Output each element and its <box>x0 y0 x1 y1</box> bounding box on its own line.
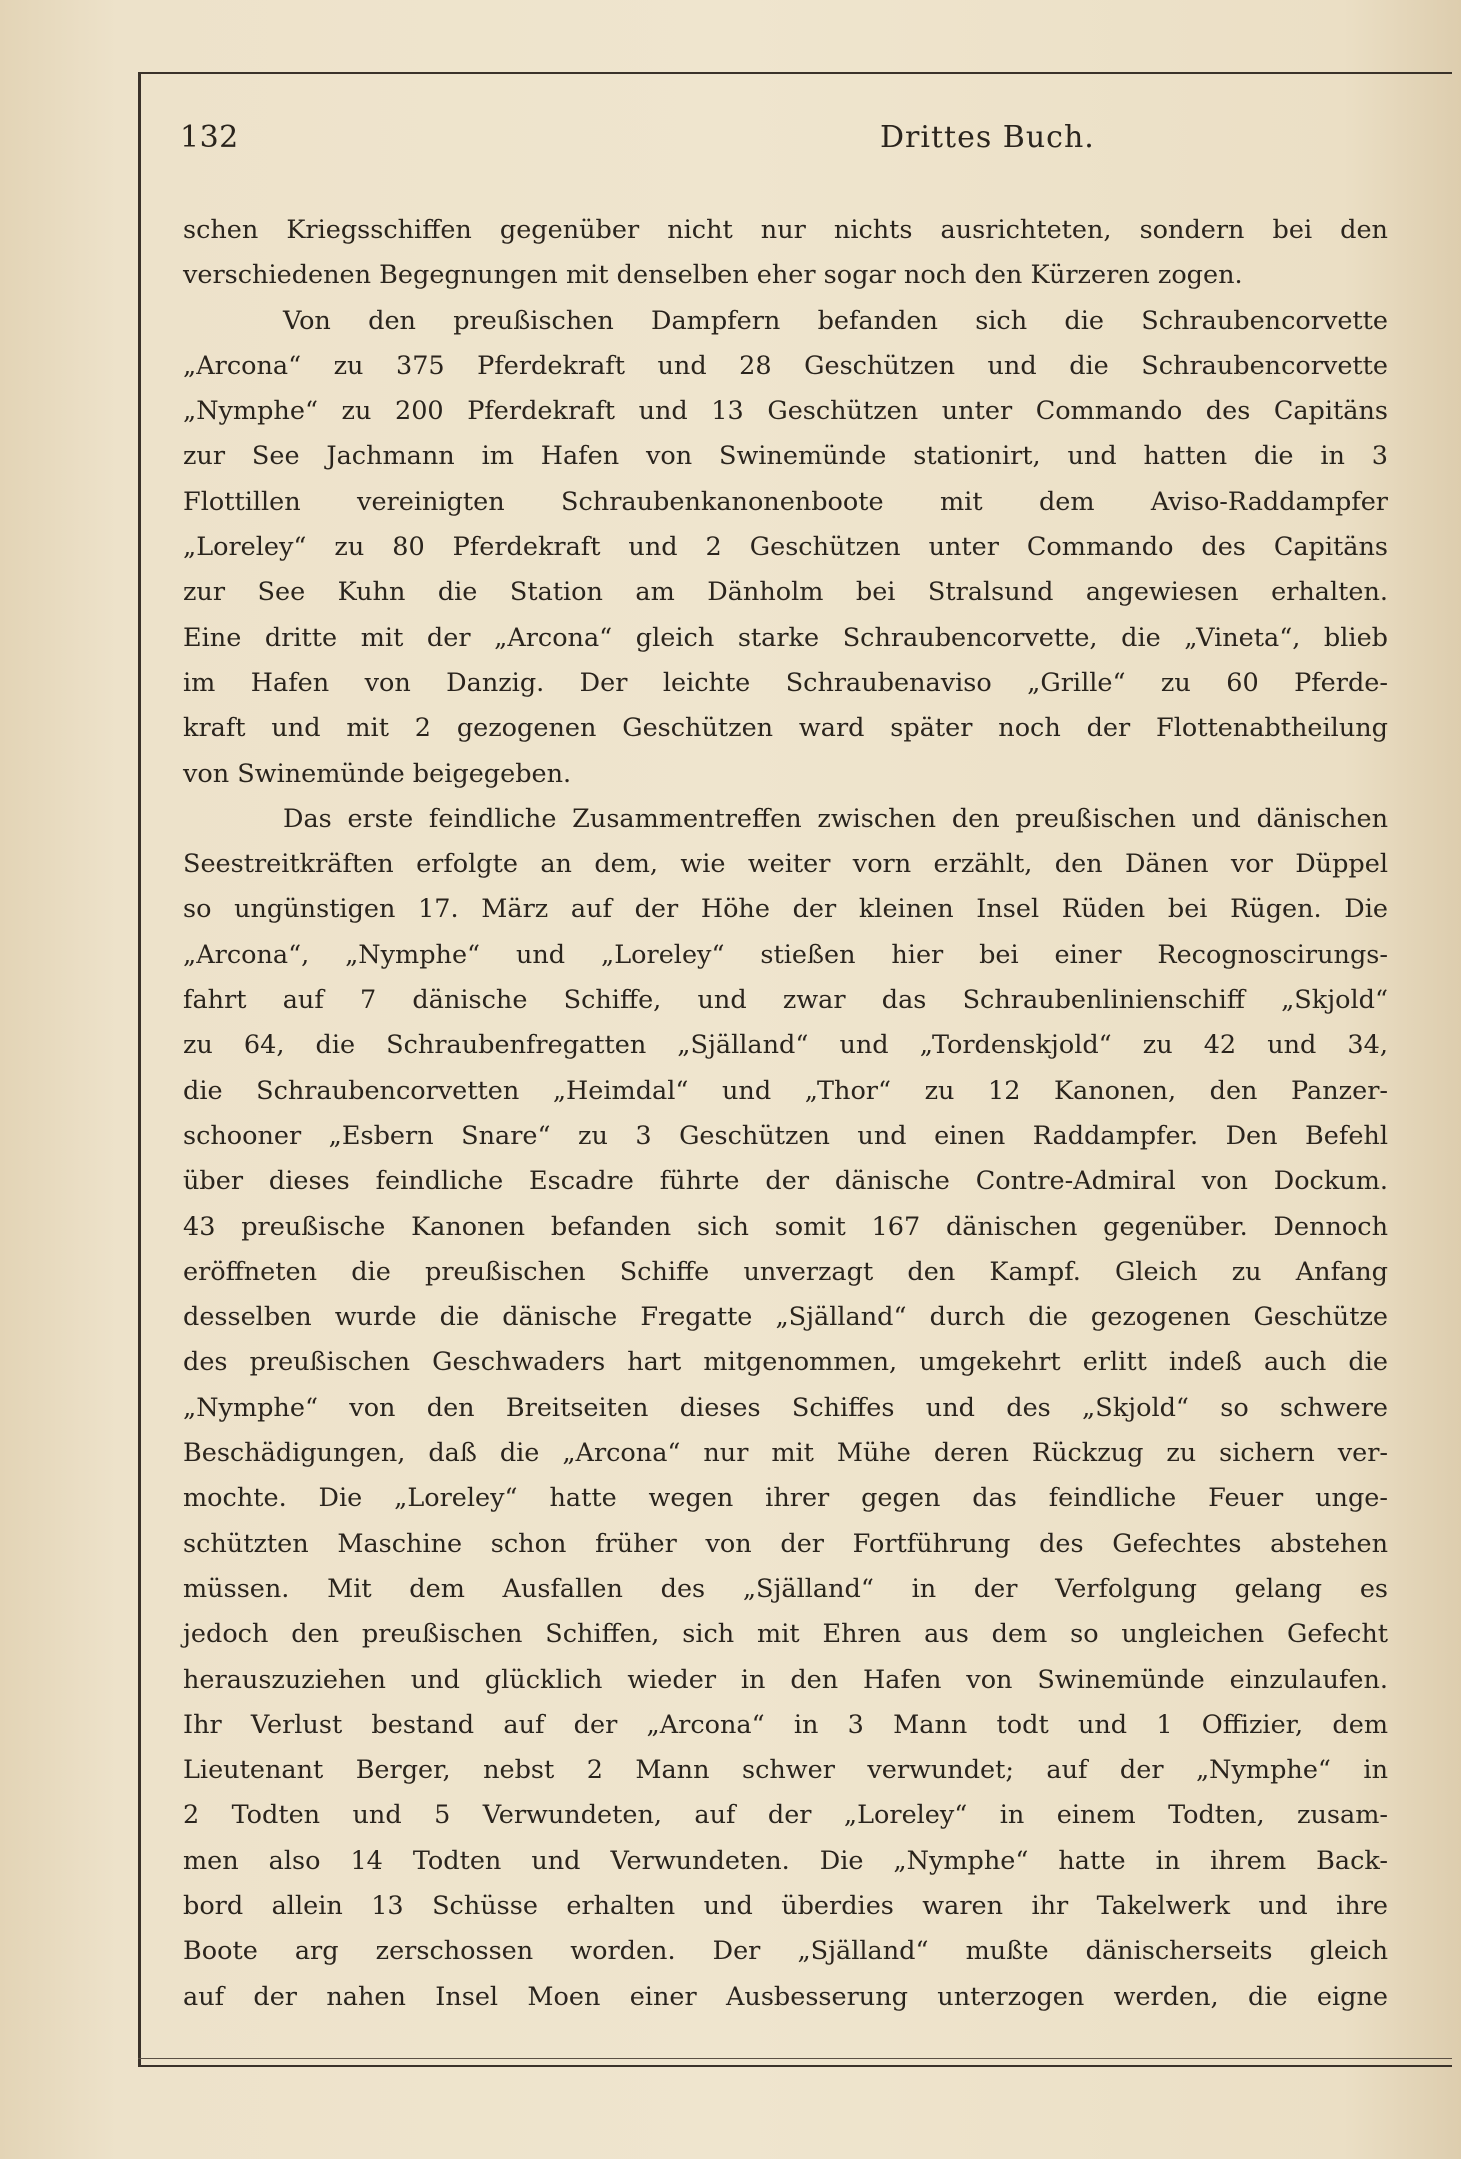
text-line: eröffneten die preußischen Schiffe unverzagt den Kampf. Gleich zu Anfang <box>183 1256 1388 1287</box>
text-line: im Hafen von Danzig. Der leichte Schraubenaviso „Grille“ zu 60 Pferde- <box>183 667 1388 698</box>
text-line: „Nymphe“ zu 200 Pferdekraft und 13 Geschützen unter Commando des Capitäns <box>183 396 1388 427</box>
text-line: „Nymphe“ von den Breitseiten dieses Schiffes und des „Skjold“ so schwere <box>183 1392 1388 1423</box>
text-line: Beschädigungen, daß die „Arcona“ nur mit Mühe deren Rückzug zu sichern ver- <box>183 1438 1388 1469</box>
text-line: jedoch den preußischen Schiffen, sich mit Ehren aus dem so ungleichen Gefecht <box>183 1619 1388 1650</box>
page-number: 132 <box>180 120 239 155</box>
text-line: zur See Kuhn die Station am Dänholm bei Stralsund angewiesen erhalten. <box>183 577 1388 608</box>
text-line: Seestreitkräften erfolgte an dem, wie weiter vorn erzählt, den Dänen vor Düppel <box>183 849 1388 880</box>
text-line: über dieses feindliche Escadre führte der dänische Contre-Admiral von Dockum. <box>183 1166 1388 1197</box>
text-line: 43 preußische Kanonen befanden sich somit 167 dänischen gegenüber. Dennoch <box>183 1211 1388 1242</box>
text-line: von Swinemünde beigegeben. <box>183 758 572 789</box>
text-line: Ihr Verlust bestand auf der „Arcona“ in 3 Mann todt und 1 Offizier, dem <box>183 1709 1388 1740</box>
text-line: herauszuziehen und glücklich wieder in den Hafen von Swinemünde einzulaufen. <box>183 1664 1388 1695</box>
text-line: Boote arg zerschossen worden. Der „Själland“ mußte dänischerseits gleich <box>183 1936 1388 1967</box>
book-title: Drittes Buch. <box>880 120 1095 155</box>
text-line: men also 14 Todten und Verwundeten. Die „Nymphe“ hatte in ihrem Back- <box>183 1845 1388 1876</box>
running-head <box>180 120 1370 170</box>
body-text <box>183 208 1388 2020</box>
text-line: 2 Todten und 5 Verwundeten, auf der „Loreley“ in einem Todten, zusam- <box>183 1800 1388 1831</box>
text-line: verschiedenen Begegnungen mit denselben eher sogar noch den Kürzeren zogen. <box>183 260 1243 291</box>
text-line: desselben wurde die dänische Fregatte „Själland“ durch die gezogenen Geschütze <box>183 1302 1388 1333</box>
text-line: Von den preußischen Dampfern befanden sich die Schraubencorvette <box>283 305 1388 336</box>
text-line: fahrt auf 7 dänische Schiffe, und zwar das Schraubenlinienschiff „Skjold“ <box>183 985 1388 1016</box>
text-line: Eine dritte mit der „Arcona“ gleich starke Schraubencorvette, die „Vineta“, blieb <box>183 622 1388 653</box>
text-line: auf der nahen Insel Moen einer Ausbesserung unterzogen werden, die eigne <box>183 1981 1388 2012</box>
text-line: mochte. Die „Loreley“ hatte wegen ihrer gegen das feindliche Feuer unge- <box>183 1483 1388 1514</box>
text-line: zur See Jachmann im Hafen von Swinemünde stationirt, und hatten die in 3 <box>183 441 1388 472</box>
text-line: „Loreley“ zu 80 Pferdekraft und 2 Geschützen unter Commando des Capitäns <box>183 532 1388 563</box>
text-line: schen Kriegsschiffen gegenüber nicht nur nichts ausrichteten, sondern bei den <box>183 215 1388 245</box>
text-line: schützten Maschine schon früher von der Fortführung des Gefechtes abstehen <box>183 1528 1388 1559</box>
text-line: müssen. Mit dem Ausfallen des „Själland“ in der Verfolgung gelang es <box>183 1573 1388 1604</box>
text-line: des preußischen Geschwaders hart mitgenommen, umgekehrt erlitt indeß auch die <box>183 1347 1388 1378</box>
text-line: bord allein 13 Schüsse erhalten und überdies waren ihr Takelwerk und ihre <box>183 1890 1388 1921</box>
text-line: zu 64, die Schraubenfregatten „Själland“ und „Tordenskjold“ zu 42 und 34, <box>183 1030 1388 1061</box>
text-line: Das erste feindliche Zusammentreffen zwischen den preußischen und dänischen <box>283 803 1388 834</box>
text-line: schooner „Esbern Snare“ zu 3 Geschützen und einen Raddampfer. Den Befehl <box>183 1120 1388 1151</box>
text-line: die Schraubencorvetten „Heimdal“ und „Thor“ zu 12 Kanonen, den Panzer- <box>183 1075 1388 1106</box>
text-line: „Arcona“ zu 375 Pferdekraft und 28 Geschützen und die Schraubencorvette <box>183 350 1388 381</box>
text-line: so ungünstigen 17. März auf der Höhe der kleinen Insel Rüden bei Rügen. Die <box>183 894 1388 925</box>
text-line: „Arcona“, „Nymphe“ und „Loreley“ stießen hier bei einer Recognoscirungs- <box>183 939 1388 970</box>
bottom-rule <box>138 2058 1452 2059</box>
text-line: kraft und mit 2 gezogenen Geschützen ward später noch der Flottenabtheilung <box>183 713 1388 744</box>
text-line: Flottillen vereinigten Schraubenkanonenboote mit dem Aviso-Raddampfer <box>183 486 1388 517</box>
text-line: Lieutenant Berger, nebst 2 Mann schwer verwundet; auf der „Nymphe“ in <box>183 1755 1388 1786</box>
